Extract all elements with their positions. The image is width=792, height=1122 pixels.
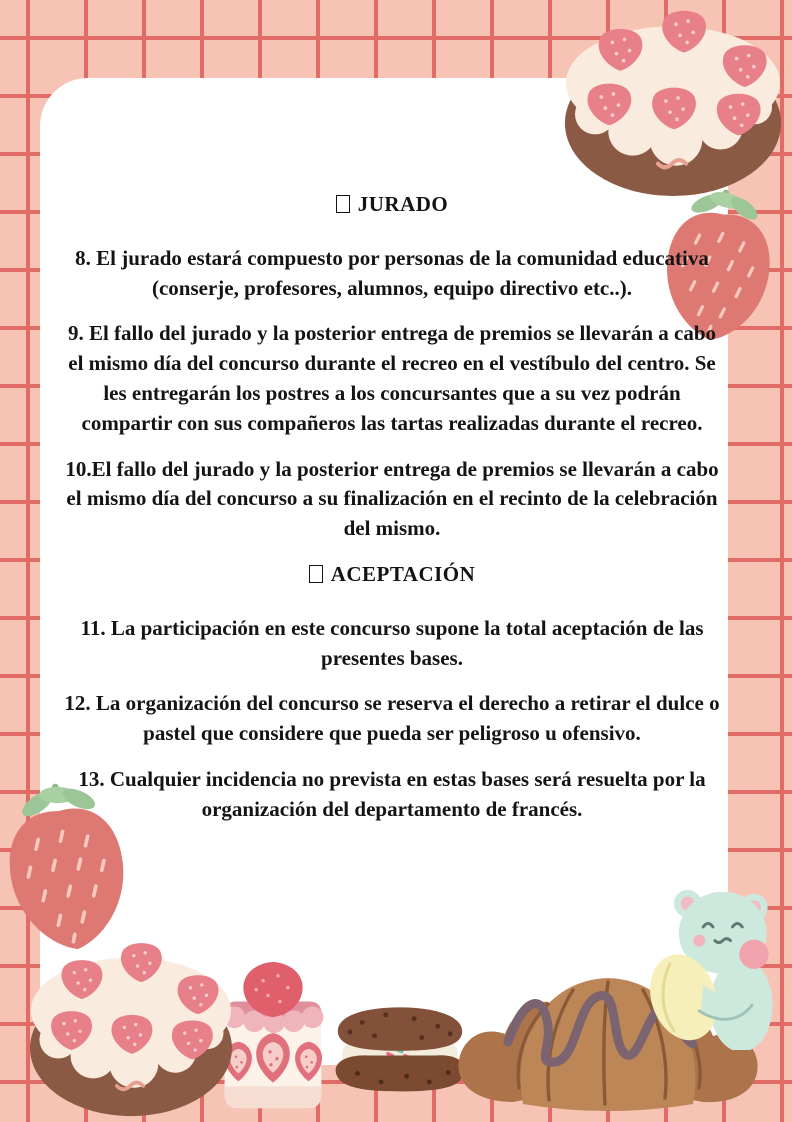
bear-illustration bbox=[642, 882, 780, 1050]
section-heading-label: ACEPTACIÓN bbox=[330, 561, 476, 586]
missing-emoji-icon bbox=[336, 195, 350, 213]
rule-paragraph-8: 8. El jurado estará compuesto por personas de la comunidad educativa (conserje, profesores, alumnos, equipo directivo etc..). bbox=[75, 245, 709, 300]
rule-paragraph-9: 9. El fallo del jurado y la posterior entrega de premios se llevarán a cabo el mismo día del concurso durante el recreo en el vestíbulo del centro. Se les entregarán los postres a los concursantes que a su vez podrán compartir con sus compañeros las tartas realizadas durante el recreo. bbox=[67, 321, 717, 435]
bear-icon bbox=[642, 882, 780, 1050]
strawberry-cake-illustration-top-right bbox=[556, 0, 790, 198]
section-heading-label: JURADO bbox=[357, 192, 449, 216]
strawberry-cake-illustration-bottom-left bbox=[22, 933, 240, 1118]
section-heading-aceptacion bbox=[64, 560, 720, 590]
missing-emoji-icon bbox=[309, 565, 323, 583]
section-heading-jurado bbox=[64, 190, 720, 220]
rule-paragraph-11: 11. La participación en este concurso supone la total aceptación de las presentes bases. bbox=[80, 615, 704, 670]
strawberry-cake-icon bbox=[22, 933, 240, 1118]
rule-paragraph-13: 13. Cualquier incidencia no prevista en estas bases será resuelta por la organización del departamento de francés. bbox=[78, 766, 706, 821]
rules-text-block bbox=[64, 190, 720, 841]
rule-paragraph-10: 10.El fallo del jurado y la posterior entrega de premios se llevarán a cabo el mismo día del concurso a su finalización en el recinto de la celebración del mismo. bbox=[65, 456, 719, 541]
rule-paragraph-12: 12. La organización del concurso se reserva el derecho a retirar el dulce o pastel que considere que pueda ser peligroso u ofensivo. bbox=[64, 691, 720, 746]
strawberry-cake-icon bbox=[556, 0, 790, 198]
